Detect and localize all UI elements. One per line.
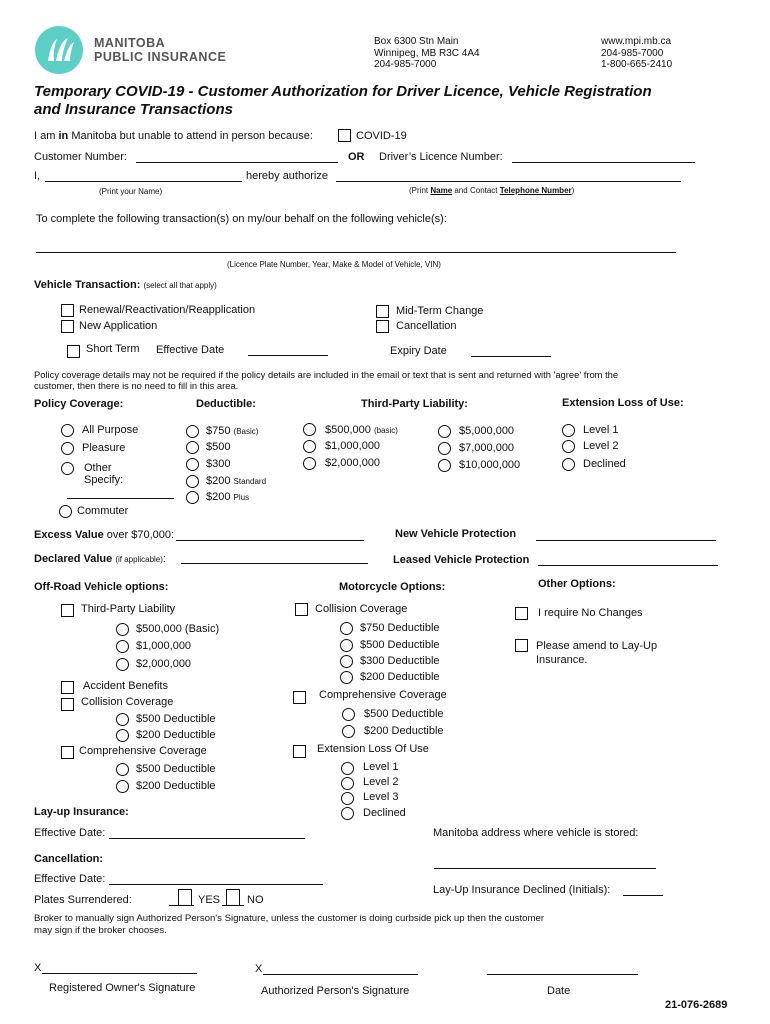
tpl-5m-radio[interactable] xyxy=(438,425,451,438)
moto-comprehensive-checkbox[interactable] xyxy=(293,691,306,704)
contact-line: 204-985-7000 xyxy=(601,47,664,59)
layup-address-field[interactable] xyxy=(434,868,656,869)
tpl-500k-radio[interactable] xyxy=(303,423,316,436)
authorized-contact-field[interactable] xyxy=(336,181,681,182)
mpi-logo-icon xyxy=(34,25,84,75)
excess-rest: over $70,000: xyxy=(106,529,175,541)
tpl-10m-label: $10,000,000 xyxy=(459,459,521,471)
layup-effective-label: Effective Date: xyxy=(34,827,106,839)
deductible-300-label: $300 xyxy=(206,458,231,470)
expiry-date-label: Expiry Date xyxy=(390,345,447,357)
offroad-comprehensive-label: Comprehensive Coverage xyxy=(79,745,207,757)
new-vehicle-protection-label: New Vehicle Protection xyxy=(395,528,517,540)
pleasure-label: Pleasure xyxy=(82,442,126,454)
moto-ext-level2-label: Level 2 xyxy=(363,776,399,788)
offroad-collision-checkbox[interactable] xyxy=(61,698,74,711)
offroad-heading: Off-Road Vehicle options: xyxy=(34,581,169,593)
manitoba-statement xyxy=(34,130,313,142)
short-term-expiry-date-field[interactable] xyxy=(471,356,551,357)
deductible-750-label xyxy=(206,425,258,437)
tpl-2m-radio[interactable] xyxy=(303,457,316,470)
hint-name: Name xyxy=(430,186,453,195)
statement-post: Manitoba but unable to attend in person because: xyxy=(71,130,313,142)
specify-field[interactable] xyxy=(67,498,174,499)
print-contact-hint xyxy=(409,186,574,195)
commuter-radio[interactable] xyxy=(59,505,72,518)
moto-collision-500-radio[interactable] xyxy=(340,639,353,652)
moto-ext-level3-label: Level 3 xyxy=(363,791,399,803)
moto-comp-200-radio[interactable] xyxy=(342,725,355,738)
note: Plus xyxy=(233,493,250,502)
layup-amend-checkbox[interactable] xyxy=(515,639,528,652)
hint-post: ) xyxy=(571,186,575,195)
other-label: Other xyxy=(84,462,112,474)
mid-term-checkbox[interactable] xyxy=(376,305,389,318)
moto-extension-checkbox[interactable] xyxy=(293,745,306,758)
layup-address-label: Manitoba address where vehicle is stored: xyxy=(433,827,639,839)
ext-level2-label: Level 2 xyxy=(583,440,619,452)
moto-ext-declined-label: Declined xyxy=(363,807,406,819)
address-line: 204-985-7000 xyxy=(374,59,437,70)
hint-pre: (Print xyxy=(409,186,429,195)
layup-amend-label-line2: Insurance. xyxy=(536,654,588,666)
vehicle-transaction-heading xyxy=(34,279,217,291)
declared-bold: Declared Value xyxy=(34,553,113,565)
deductible-200-standard-label xyxy=(206,475,266,487)
other-options-heading: Other Options: xyxy=(538,578,616,590)
offroad-tpl-1m-label: $1,000,000 xyxy=(136,640,192,652)
tpl-5m-label: $5,000,000 xyxy=(459,425,515,437)
amount: $200 xyxy=(206,491,231,503)
layup-declined-label: Lay-Up Insurance Declined (Initials): xyxy=(433,884,611,896)
note: (basic) xyxy=(373,426,398,435)
declared-colon: : xyxy=(162,553,166,565)
website-link[interactable]: www.mpi.mb.ca xyxy=(601,36,672,47)
ext-declined-label: Declined xyxy=(583,458,626,470)
policy-coverage-heading: Policy Coverage: xyxy=(34,398,124,410)
short-term-label: Short Term xyxy=(86,343,140,355)
mid-term-label: Mid-Term Change xyxy=(396,305,484,317)
offroad-tpl-1m-radio[interactable] xyxy=(116,640,129,653)
covid-checkbox[interactable] xyxy=(338,129,351,142)
all-purpose-label: All Purpose xyxy=(82,424,139,436)
hint-phone: Telephone Number xyxy=(499,186,572,195)
motorcycle-heading: Motorcycle Options: xyxy=(339,581,446,593)
tpl-10m-radio[interactable] xyxy=(438,459,451,472)
moto-extension-label: Extension Loss Of Use xyxy=(317,743,429,755)
moto-collision-300-label: $300 Deductible xyxy=(360,655,440,667)
logo-line1: MANITOBA xyxy=(94,36,166,50)
moto-collision-750-radio[interactable] xyxy=(340,622,353,635)
cancellation-effective-label: Effective Date: xyxy=(34,873,106,885)
declared-value-label xyxy=(34,553,166,565)
moto-collision-label: Collision Coverage xyxy=(315,603,408,615)
licence-plate-note: (Licence Plate Number, Year, Make & Model of Vehicle, VIN) xyxy=(227,260,441,269)
plates-surrendered-label: Plates Surrendered: xyxy=(34,894,132,906)
address-line: Winnipeg, MB R3C 4A4 xyxy=(374,47,480,59)
vt-label: Vehicle Transaction: xyxy=(34,279,141,291)
ext-level2-radio[interactable] xyxy=(562,440,575,453)
moto-ext-level1-radio[interactable] xyxy=(341,762,354,775)
ext-level1-label: Level 1 xyxy=(583,424,619,436)
contact-line: 1-800-665-2410 xyxy=(601,59,673,70)
owner-signature-field[interactable] xyxy=(42,973,197,974)
moto-comprehensive-label: Comprehensive Coverage xyxy=(319,689,447,701)
tpl-heading: Third-Party Liability: xyxy=(361,398,468,410)
deductible-750-radio[interactable] xyxy=(186,425,199,438)
ext-level1-radio[interactable] xyxy=(562,424,575,437)
moto-ext-level2-radio[interactable] xyxy=(341,777,354,790)
i-label: I, xyxy=(34,170,41,182)
hereby-label: hereby authorize xyxy=(246,170,328,182)
offroad-tpl-2m-radio[interactable] xyxy=(116,658,129,671)
specify-label: Specify: xyxy=(84,474,124,486)
vehicle-details-field[interactable] xyxy=(36,252,676,253)
no-changes-checkbox[interactable] xyxy=(515,607,528,620)
cancellation-checkbox[interactable] xyxy=(376,320,389,333)
leased-vehicle-protection-field[interactable] xyxy=(538,565,718,566)
broker-note-line2: may sign if the broker chooses. xyxy=(34,925,167,936)
offroad-comp-200-label: $200 Deductible xyxy=(136,780,216,792)
header-address xyxy=(374,36,480,71)
moto-collision-200-radio[interactable] xyxy=(340,671,353,684)
offroad-comp-500-label: $500 Deductible xyxy=(136,763,216,775)
deductible-heading: Deductible: xyxy=(196,398,256,410)
tpl-1m-radio[interactable] xyxy=(303,440,316,453)
plates-yes-box[interactable] xyxy=(178,889,192,905)
owner-signature-label: Registered Owner's Signature xyxy=(49,982,196,994)
offroad-tpl-500k-label: $500,000 (Basic) xyxy=(136,623,220,635)
offroad-collision-200-radio[interactable] xyxy=(116,729,129,742)
deductible-200-plus-label xyxy=(206,491,249,503)
layup-effective-field[interactable] xyxy=(109,838,305,839)
tpl-7m-label: $7,000,000 xyxy=(459,442,515,454)
deductible-500-label: $500 xyxy=(206,441,231,453)
authorized-signature-label: Authorized Person's Signature xyxy=(261,985,410,997)
plates-no-label: NO xyxy=(247,894,264,906)
short-term-effective-date-field[interactable] xyxy=(248,355,328,356)
form-title-line2: and Insurance Transactions xyxy=(34,101,233,118)
moto-collision-200-label: $200 Deductible xyxy=(360,671,440,683)
customer-number-label: Customer Number: xyxy=(34,151,127,163)
new-application-label: New Application xyxy=(79,320,158,332)
policy-note-line2: customer, then there is no need to fill in this area. xyxy=(34,380,239,391)
commuter-label: Commuter xyxy=(77,505,129,517)
customer-name-field[interactable] xyxy=(45,181,242,182)
statement-in: in xyxy=(58,130,69,142)
plates-no-field[interactable] xyxy=(222,905,244,906)
moto-ext-level1-label: Level 1 xyxy=(363,761,399,773)
licence-number-field[interactable] xyxy=(512,162,695,163)
ext-heading: Extension Loss of Use: xyxy=(562,397,684,409)
new-vehicle-protection-field[interactable] xyxy=(536,540,716,541)
moto-collision-checkbox[interactable] xyxy=(295,603,308,616)
amount: $750 xyxy=(206,425,231,437)
tpl-500k-label xyxy=(325,424,398,436)
layup-heading: Lay-up Insurance: xyxy=(34,806,129,818)
moto-ext-level3-radio[interactable] xyxy=(341,792,354,805)
cancellation-heading: Cancellation: xyxy=(34,853,104,865)
cancellation-label: Cancellation xyxy=(396,320,457,332)
logo-line2: PUBLIC INSURANCE xyxy=(94,50,227,64)
authorized-signature-field[interactable] xyxy=(263,974,418,975)
layup-amend-label-line1: Please amend to Lay-Up xyxy=(536,640,658,652)
offroad-collision-500-radio[interactable] xyxy=(116,713,129,726)
broker-note-line1: Broker to manually sign Authorized Person's Signature, unless the customer is doing curbside pick up then the customer xyxy=(34,913,545,924)
authorized-signature-x: X xyxy=(255,963,263,975)
tpl-2m-label: $2,000,000 xyxy=(325,457,381,469)
deductible-200-plus-radio[interactable] xyxy=(186,491,199,504)
excess-value-field[interactable] xyxy=(176,540,364,541)
leased-vehicle-protection-label: Leased Vehicle Protection xyxy=(393,554,530,566)
offroad-accident-label: Accident Benefits xyxy=(83,680,168,692)
owner-signature-x: X xyxy=(34,962,42,974)
ext-declined-radio[interactable] xyxy=(562,458,575,471)
offroad-accident-checkbox[interactable] xyxy=(61,681,74,694)
moto-collision-300-radio[interactable] xyxy=(340,655,353,668)
vt-note: (select all that apply) xyxy=(143,281,217,290)
moto-comp-500-radio[interactable] xyxy=(342,708,355,721)
offroad-tpl-500k-radio[interactable] xyxy=(116,623,129,636)
offroad-collision-500-label: $500 Deductible xyxy=(136,713,216,725)
deductible-300-radio[interactable] xyxy=(186,458,199,471)
or-label: OR xyxy=(348,151,365,163)
customer-number-field[interactable] xyxy=(136,162,338,163)
offroad-collision-label: Collision Coverage xyxy=(81,696,174,708)
covid-label: COVID-19 xyxy=(356,130,407,142)
moto-collision-750-label: $750 Deductible xyxy=(360,622,440,634)
excess-bold: Excess Value xyxy=(34,529,104,541)
note: Standard xyxy=(233,477,267,486)
offroad-tpl-label: Third-Party Liability xyxy=(81,603,176,615)
header-contact xyxy=(601,36,672,71)
short-term-checkbox[interactable] xyxy=(67,345,80,358)
amount: $500,000 xyxy=(325,424,371,436)
note: (Basic) xyxy=(233,427,259,436)
renewal-checkbox[interactable] xyxy=(61,304,74,317)
hint-mid: and Contact xyxy=(454,186,498,195)
effective-date-label: Effective Date xyxy=(156,344,225,356)
form-title-line1: Temporary COVID-19 - Customer Authorization for Driver Licence, Vehicle Registration xyxy=(34,83,652,100)
offroad-tpl-checkbox[interactable] xyxy=(61,604,74,617)
print-name-hint: (Print your Name) xyxy=(99,187,163,196)
moto-ext-declined-radio[interactable] xyxy=(341,807,354,820)
no-changes-label: I require No Changes xyxy=(538,607,643,619)
licence-number-label: Driver’s Licence Number: xyxy=(379,151,503,163)
new-application-checkbox[interactable] xyxy=(61,320,74,333)
address-line: Box 6300 Stn Main xyxy=(374,36,459,47)
tpl-7m-radio[interactable] xyxy=(438,442,451,455)
statement-pre: I am xyxy=(34,130,56,142)
plates-yes-label: YES xyxy=(198,894,221,906)
moto-collision-500-label: $500 Deductible xyxy=(360,639,440,651)
renewal-label: Renewal/Reactivation/Reapplication xyxy=(79,304,256,316)
offroad-comp-200-radio[interactable] xyxy=(116,780,129,793)
offroad-comprehensive-checkbox[interactable] xyxy=(61,746,74,759)
declared-value-field[interactable] xyxy=(181,563,368,564)
complete-text: To complete the following transaction(s) on my/our behalf on the following vehicle(s): xyxy=(36,213,447,225)
deductible-500-radio[interactable] xyxy=(186,441,199,454)
plates-yes-field[interactable] xyxy=(169,905,194,906)
deductible-200-standard-radio[interactable] xyxy=(186,475,199,488)
date-label: Date xyxy=(547,985,571,997)
other-radio[interactable] xyxy=(61,462,74,475)
tpl-1m-label: $1,000,000 xyxy=(325,440,381,452)
offroad-tpl-2m-label: $2,000,000 xyxy=(136,658,192,670)
moto-comp-200-label: $200 Deductible xyxy=(364,725,444,737)
plates-no-box[interactable] xyxy=(226,889,240,905)
declared-note: (if applicable) xyxy=(115,555,163,564)
excess-value-label xyxy=(34,529,174,541)
form-number: 21-076-2689 xyxy=(665,999,728,1011)
policy-note-line1: Policy coverage details may not be required if the policy details are included in the email or text that is sent and returned with 'agree' from the xyxy=(34,369,619,380)
moto-comp-500-label: $500 Deductible xyxy=(364,708,444,720)
pleasure-radio[interactable] xyxy=(61,442,74,455)
cancellation-effective-field[interactable] xyxy=(109,884,323,885)
date-field[interactable] xyxy=(487,974,638,975)
offroad-collision-200-label: $200 Deductible xyxy=(136,729,216,741)
layup-declined-initials-field[interactable] xyxy=(623,895,663,896)
offroad-comp-500-radio[interactable] xyxy=(116,763,129,776)
all-purpose-radio[interactable] xyxy=(61,424,74,437)
amount: $200 xyxy=(206,475,231,487)
